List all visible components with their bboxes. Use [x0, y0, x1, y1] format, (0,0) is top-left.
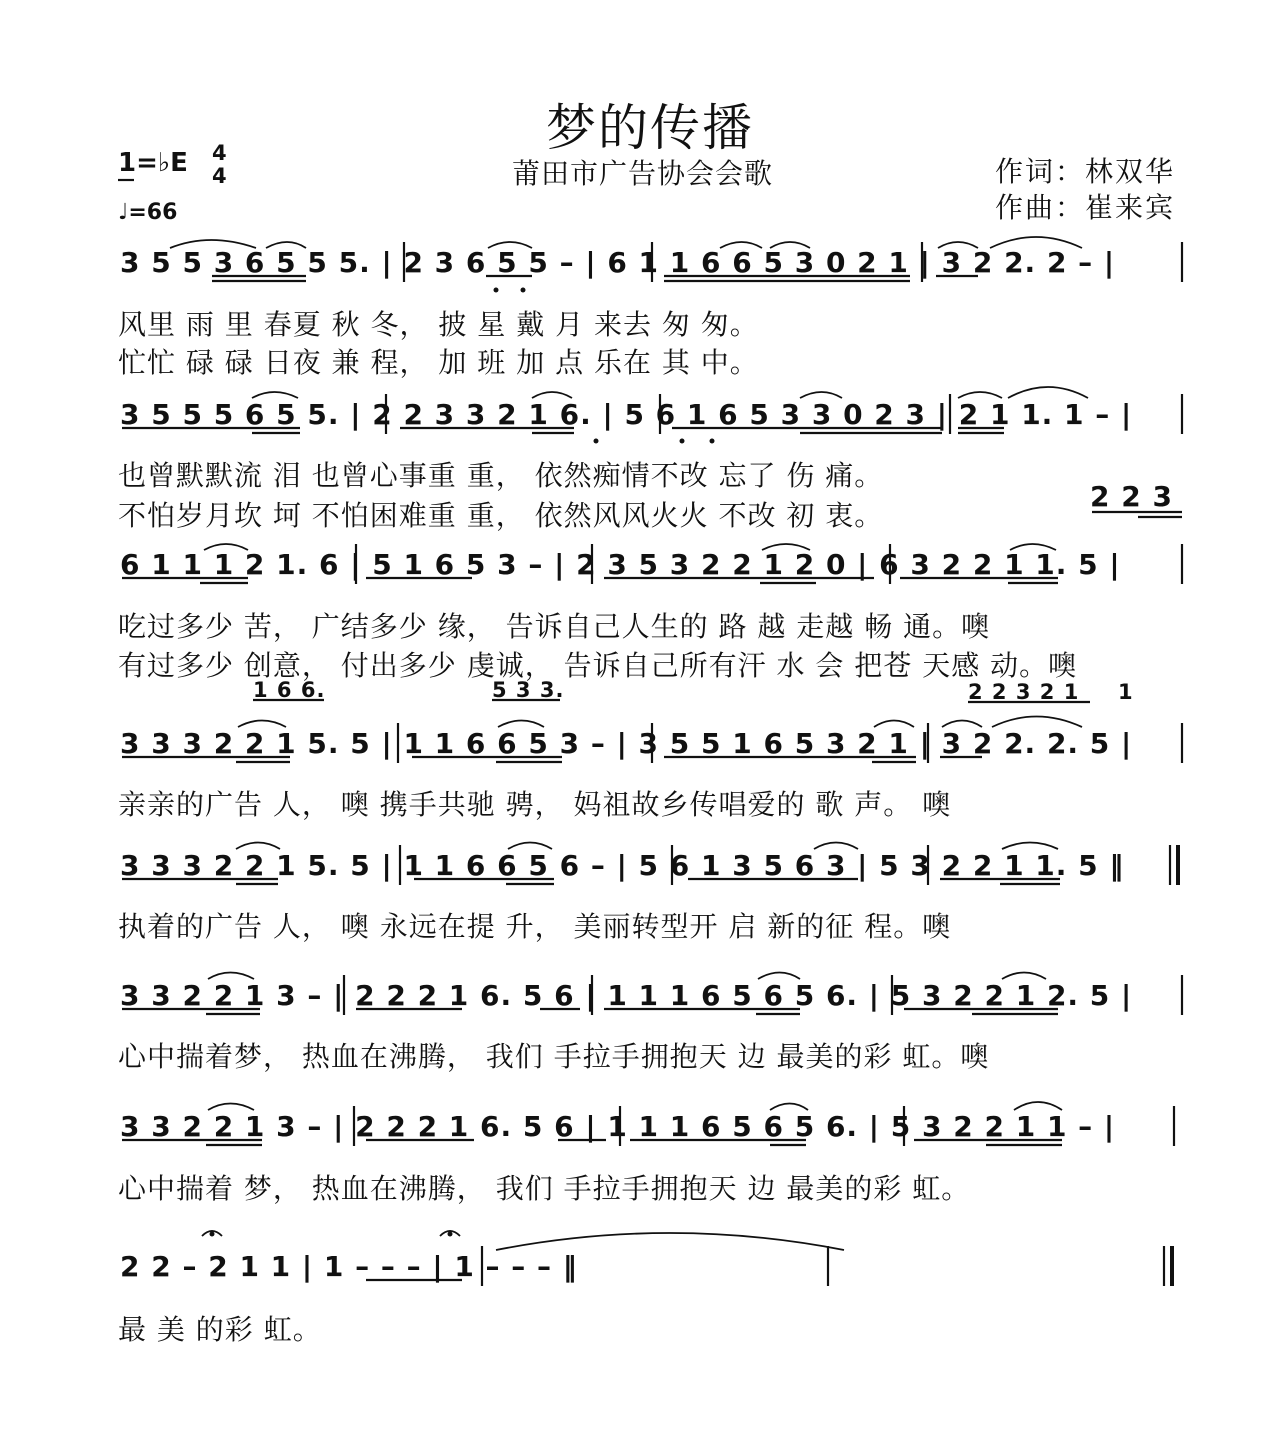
octave-dot	[594, 439, 599, 444]
slur	[992, 717, 1082, 728]
line-2-marks	[122, 387, 1182, 517]
slur	[770, 1104, 808, 1111]
slur	[938, 242, 978, 248]
small-notes-a: 1 6 6.	[253, 678, 326, 702]
tie	[496, 1233, 844, 1250]
lyric-line-7: 心中揣着 梦， 热血在沸腾， 我们 手拉手拥抱天 边 最美的彩 虹。	[118, 1172, 971, 1205]
small-notes-c: 2 2 3 2 1	[968, 680, 1080, 704]
slur	[236, 843, 280, 850]
octave-dot	[680, 439, 685, 444]
fermata-dot	[210, 1232, 215, 1237]
notation-line-2: 3 5 5 5 6 5 5. | 2 2 3 3 2 1 6. | 5 6 1 6 5 3 3 0 2 3 | 2 1 1. 1 – |	[120, 398, 1133, 431]
notation-line-1: 3 5 5 3 6 5 5 5. | 2 3 6 5 5 – | 6 1 1 6 6 5 3 0 2 1 | 3 2 2. 2 – |	[120, 246, 1116, 279]
line-1-marks	[170, 237, 1182, 293]
slur	[814, 843, 858, 850]
lyric-line-3b: 有过多少 创意， 付出多少 虔诚， 告诉自己所有汗 水 会 把苍 天感 动。噢	[118, 649, 1078, 682]
slur	[1010, 544, 1056, 550]
lyric-line-3a: 吃过多少 苦， 广结多少 缘， 告诉自己人生的 路 越 走越 畅 通。噢	[118, 610, 991, 643]
composer-credit: 作曲：崔来宾	[995, 191, 1176, 224]
tempo-marking: ♩=66	[118, 200, 178, 225]
slur	[204, 544, 248, 550]
slur	[720, 242, 762, 248]
fermata-dot	[448, 1232, 453, 1237]
notation-line-5: 3 3 3 2 2 1 5. 5 | 1 1 6 6 5 6 – | 5 6 1 3 5 6 3 | 5 3 2 2 1 1. 5 ‖	[120, 849, 1125, 882]
slur	[266, 242, 306, 248]
slur	[208, 1104, 254, 1111]
line-5-marks	[122, 843, 1178, 886]
notation-line-3: 6 1 1 1 2 1. 6 | 5 1 6 5 3 – | 2 3 5 3 2 2 1 2 0 | 6 3 2 2 1 1. 5 |	[120, 548, 1121, 581]
lyric-line-4: 亲亲的广告 人， 噢 携手共驰 骋， 妈祖故乡传唱爱的 歌 声。 噢	[118, 788, 952, 821]
song-subtitle: 莆田市广告协会会歌	[512, 157, 774, 190]
lyric-line-6: 心中揣着梦， 热血在沸腾， 我们 手拉手拥抱天 边 最美的彩 虹。噢	[118, 1040, 990, 1073]
small-notes-d: 1	[1118, 680, 1134, 704]
slur	[1002, 973, 1046, 980]
slur	[762, 544, 810, 550]
key-signature: 1=♭E	[118, 148, 188, 178]
lyric-line-5: 执着的广告 人， 噢 永远在提 升， 美丽转型开 启 新的征 程。噢	[118, 910, 952, 943]
slur	[498, 721, 544, 728]
lyric-line-1a: 风里 雨 里 春夏 秋 冬， 披 星 戴 月 来去 匆 匆。	[118, 308, 759, 341]
notation-above-line-3: 2 2 3	[1090, 480, 1173, 513]
slur	[508, 843, 552, 850]
lyric-line-1b: 忙忙 碌 碌 日夜 兼 程， 加 班 加 点 乐在 其 中。	[118, 346, 759, 379]
line-6-marks	[122, 973, 1182, 1016]
song-title: 梦的传播	[546, 99, 754, 157]
slur	[238, 721, 286, 728]
line-7-marks	[122, 1102, 1174, 1146]
notation-line-4: 3 3 3 2 2 1 5. 5 | 1 1 6 6 5 3 – | 3 5 5 1 6 5 3 2 1 | 3 2 2. 2. 5 |	[120, 727, 1133, 760]
lyric-line-2a: 也曾默默流 泪 也曾心事重 重， 依然痴情不改 忘了 伤 痛。	[118, 459, 884, 492]
time-signature-bottom: 4	[212, 164, 227, 188]
slur	[532, 392, 572, 398]
slur	[942, 721, 982, 728]
octave-dot	[710, 439, 715, 444]
lyric-line-2b: 不怕岁月坎 坷 不怕困难重 重， 依然风风火火 不改 初 衷。	[118, 499, 884, 532]
notation-line-6: 3 3 2 2 1 3 – | 2 2 2 1 6. 5 6 | 1 1 1 6 5 6 5 6. | 5 3 2 2 1 2. 5 |	[120, 979, 1133, 1012]
lyric-line-8: 最 美 的彩 虹。	[118, 1313, 322, 1346]
notation-line-8: 2 2 – 2 1 1 | 1 – – – | 1 – – – ‖	[120, 1250, 578, 1283]
slur	[208, 973, 254, 980]
line-8-marks	[202, 1231, 1172, 1286]
slur	[170, 240, 256, 248]
slur	[252, 392, 298, 398]
slur	[990, 237, 1082, 248]
line-3-marks	[122, 544, 1182, 702]
slur	[770, 242, 810, 248]
line-4-marks	[122, 717, 1182, 764]
slur	[874, 721, 914, 728]
time-signature-top: 4	[212, 141, 227, 165]
slur	[1014, 1102, 1062, 1110]
octave-dot	[521, 288, 526, 293]
slur	[958, 392, 1002, 398]
slur	[800, 392, 842, 398]
slur	[1002, 843, 1058, 850]
notation-line-7: 3 3 2 2 1 3 – | 2 2 2 1 6. 5 6 | 1 1 1 6 5 6 5 6. | 5 3 2 2 1 1 – |	[120, 1110, 1116, 1143]
octave-dot	[494, 288, 499, 293]
slur	[1008, 387, 1088, 398]
small-notes-b: 5 3 3.	[492, 678, 565, 702]
lyricist-credit: 作词：林双华	[995, 155, 1176, 188]
slur	[488, 242, 532, 248]
slur	[758, 973, 800, 980]
